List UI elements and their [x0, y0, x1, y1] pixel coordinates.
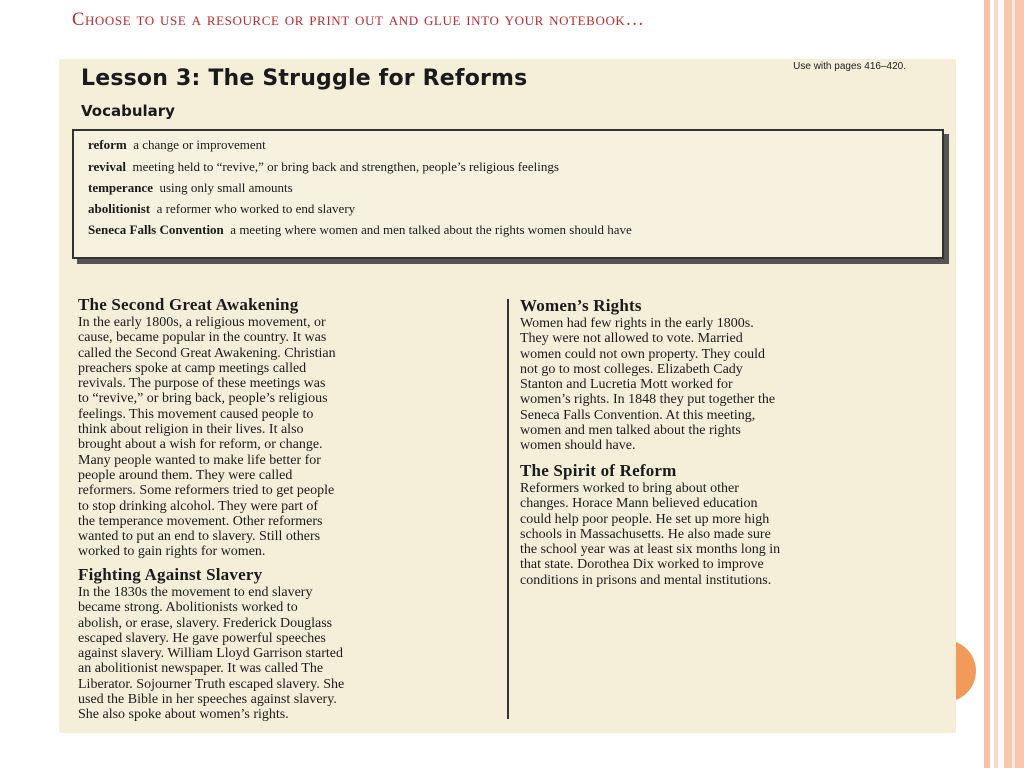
- section-heading: The Spirit of Reform: [520, 461, 677, 480]
- decor-stripe: [994, 0, 998, 768]
- vocab-item: [88, 201, 355, 216]
- section-heading: Fighting Against Slavery: [78, 565, 263, 584]
- vocab-term: abolitionist: [88, 201, 151, 216]
- section-heading: The Second Great Awakening: [78, 295, 299, 314]
- section-heading: Women’s Rights: [520, 296, 642, 315]
- slide-title: Choose to use a resource or print out and glue into your notebook…: [72, 10, 645, 30]
- vocab-term: Seneca Falls Convention: [88, 222, 224, 237]
- vocab-definition: meeting held to “revive,” or bring back and strengthen, people’s religious feelings: [132, 159, 559, 174]
- vocab-definition: a meeting where women and men talked about the rights women should have: [230, 222, 632, 237]
- vocabulary-box: [72, 129, 944, 259]
- vocab-item: [88, 137, 266, 152]
- vocab-item: [88, 180, 293, 195]
- page-reference: Use with pages 416–420.: [793, 61, 906, 72]
- section-spirit-of-reform: [520, 461, 950, 588]
- section-womens-rights: [520, 296, 945, 454]
- section-body: Women had few rights in the early 1800s. They were not allowed to vote. Married women could not own property. They could not go to most colleges. Elizabeth Cady Stanton and Lucretia Mott worked for women’s rights. In 1848 they put together the Seneca Falls Convention. At this meeting, women and men talked about the rights women should have.: [520, 316, 776, 454]
- worksheet-scan: [59, 59, 956, 733]
- decor-stripe: [1012, 0, 1015, 768]
- vocab-term: temperance: [88, 180, 153, 195]
- vocabulary-heading: Vocabulary: [81, 102, 175, 120]
- vocab-definition: a change or improvement: [133, 137, 266, 152]
- column-divider: [507, 299, 509, 719]
- section-body: Reformers worked to bring about other changes. Horace Mann believed education could help poor people. He set up more high schools in Massachusetts. He also made sure the school year was at least six months long in that state. Dorothea Dix worked to improve conditions in prisons and mental institutions.: [520, 481, 781, 588]
- vocab-definition: using only small amounts: [159, 180, 293, 195]
- section-fighting-against-slavery: [78, 565, 503, 723]
- section-second-great-awakening: [78, 295, 503, 560]
- decor-stripe: [984, 0, 990, 768]
- vocab-term: revival: [88, 159, 127, 174]
- section-body: In the early 1800s, a religious movement, or cause, became popular in the country. It was called the Second Great Awakening. Christian preachers spoke at camp meetings called revivals. The purpose of these meetings was to “revive,” or bring back, people’s religious feelings. This movement caused people to think about religion in their lives. It also brought about a wish for reform, or change. Many people wanted to make life better for people around them. They were called reformers. Some reformers tried to get people to stop drinking alcohol. They were part of the temperance movement. Other reformers wanted to put an end to slavery. Still others worked to gain rights for women.: [78, 315, 336, 560]
- vocab-item: [88, 222, 918, 237]
- vocab-item: [88, 159, 559, 174]
- section-body: In the 1830s the movement to end slavery became strong. Abolitionists worked to abolish, or erase, slavery. Frederick Douglass escaped slavery. He gave powerful speeches against slavery. William Lloyd Garrison started an abolitionist newspaper. It was called The Liberator. Sojourner Truth escaped slavery. She used the Bible in her speeches against slavery. She also spoke about women’s rights.: [78, 585, 345, 723]
- lesson-title: Lesson 3: The Struggle for Reforms: [81, 66, 528, 91]
- vocab-term: reform: [88, 137, 127, 152]
- vocab-definition: a reformer who worked to end slavery: [156, 201, 356, 216]
